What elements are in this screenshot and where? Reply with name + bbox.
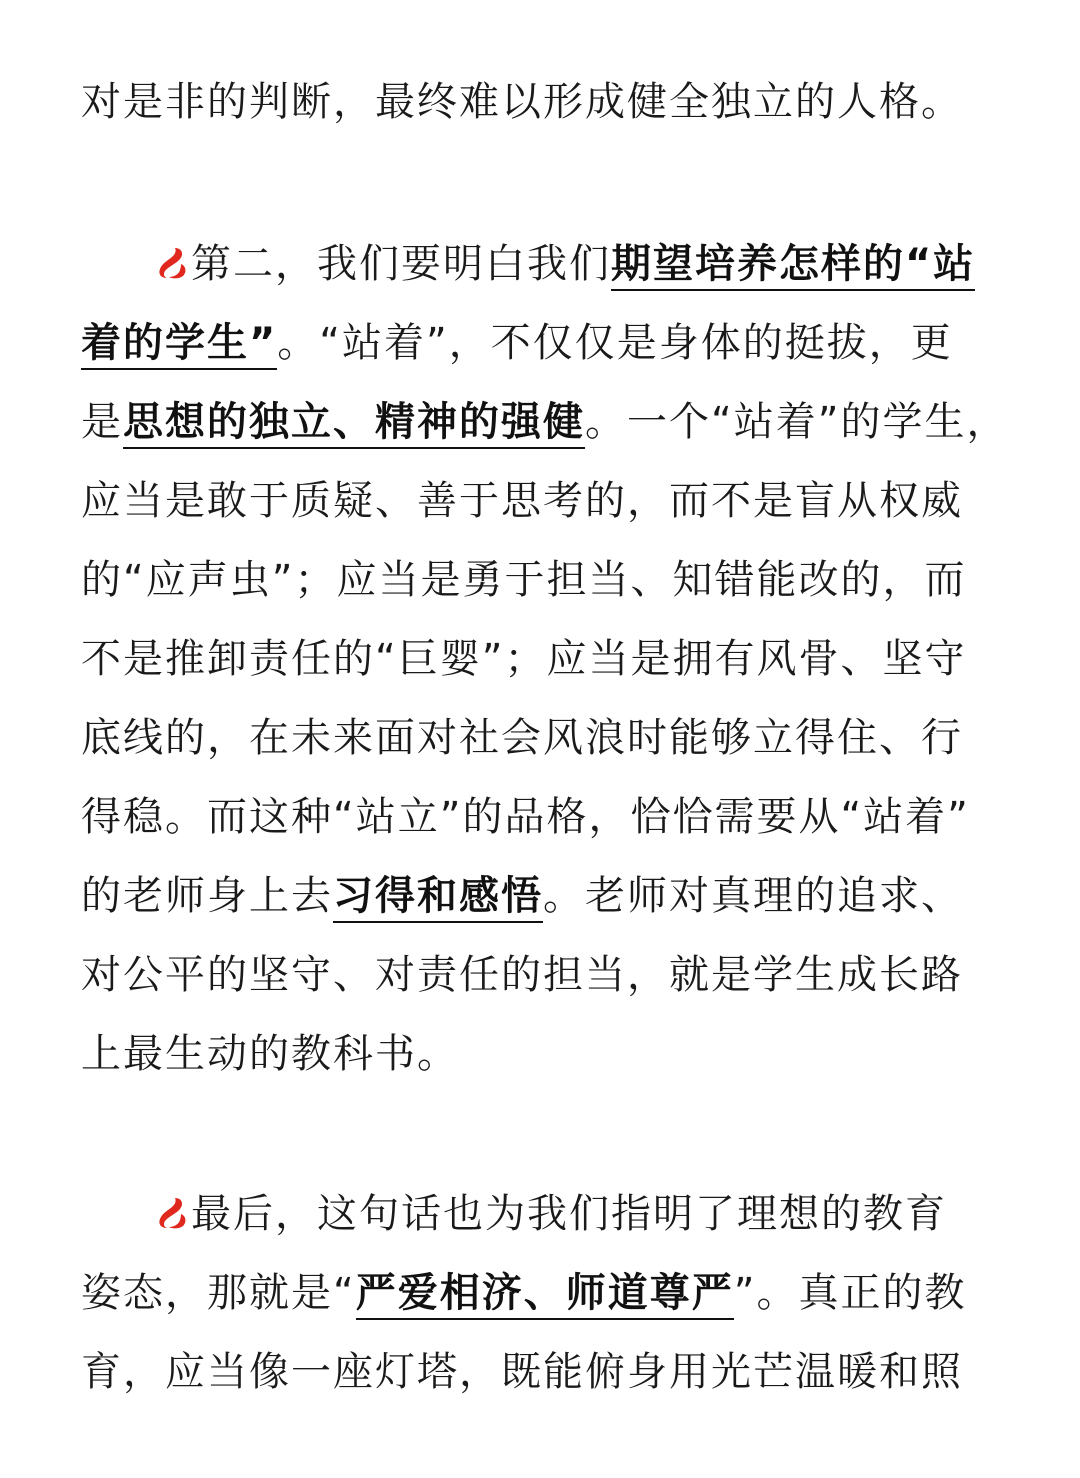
paragraph-3-line-2 (81, 1263, 966, 1323)
red-brush-mark-icon (155, 245, 189, 281)
paragraph-1-line-1: 对是非的判断，最终难以形成健全独立的人格。 (81, 79, 963, 125)
paragraph-3-line-2-text-b: ”。真正的教 (733, 1270, 967, 1316)
paragraph-2-line-6: 不是推卸责任的“巨婴”；应当是拥有风骨、坚守 (81, 636, 967, 682)
highlight-standing-student: 着的学生” (81, 320, 277, 370)
paragraph-3-line-3: 育，应当像一座灯塔，既能俯身用光芒温暖和照 (81, 1349, 963, 1395)
paragraph-2-line-1 (155, 234, 975, 294)
paragraph-2-line-4: 应当是敢于质疑、善于思考的，而不是盲从权威 (81, 478, 963, 524)
paragraph-2-line-5: 的“应声虫”；应当是勇于担当、知错能改的，而 (81, 557, 967, 603)
highlight-learn-and-realize: 习得和感悟 (333, 873, 543, 923)
paragraph-2-line-9 (81, 866, 963, 926)
paragraph-2-line-9-text-b: 。老师对真理的追求、 (543, 873, 963, 919)
paragraph-2-line-11: 上最生动的教科书。 (81, 1031, 459, 1077)
paragraph-2-line-2-text: 。“站着”，不仅仅是身体的挺拔，更 (277, 320, 953, 366)
highlight-expect-student: 期望培养怎样的“站 (611, 241, 975, 291)
highlight-independent-thought: 思想的独立、精神的强健 (123, 399, 585, 449)
paragraph-2-line-8: 得稳。而这种“站立”的品格，恰恰需要从“站着” (81, 794, 970, 840)
paragraph-2-line-9-text-a: 的老师身上去 (81, 873, 333, 919)
paragraph-2-line-10: 对公平的坚守、对责任的担当，就是学生成长路 (81, 952, 963, 998)
paragraph-3-line-1 (155, 1184, 947, 1244)
highlight-strict-love: 严爱相济、师道尊严 (356, 1270, 734, 1320)
paragraph-2-line-1-text: 第二，我们要明白我们 (191, 241, 611, 287)
paragraph-2-line-3-text-a: 是 (81, 399, 123, 445)
red-brush-mark-icon (155, 1195, 189, 1231)
paragraph-2-line-3-text-b: 。一个“站着”的学生， (585, 399, 1009, 445)
paragraph-3-line-1-text: 最后，这句话也为我们指明了理想的教育 (191, 1191, 947, 1237)
paragraph-2-line-3 (81, 392, 1008, 452)
paragraph-2-line-2 (81, 313, 953, 373)
paragraph-2-line-7: 底线的，在未来面对社会风浪时能够立得住、行 (81, 715, 963, 761)
paragraph-3-line-2-text-a: 姿态，那就是“ (81, 1270, 356, 1316)
